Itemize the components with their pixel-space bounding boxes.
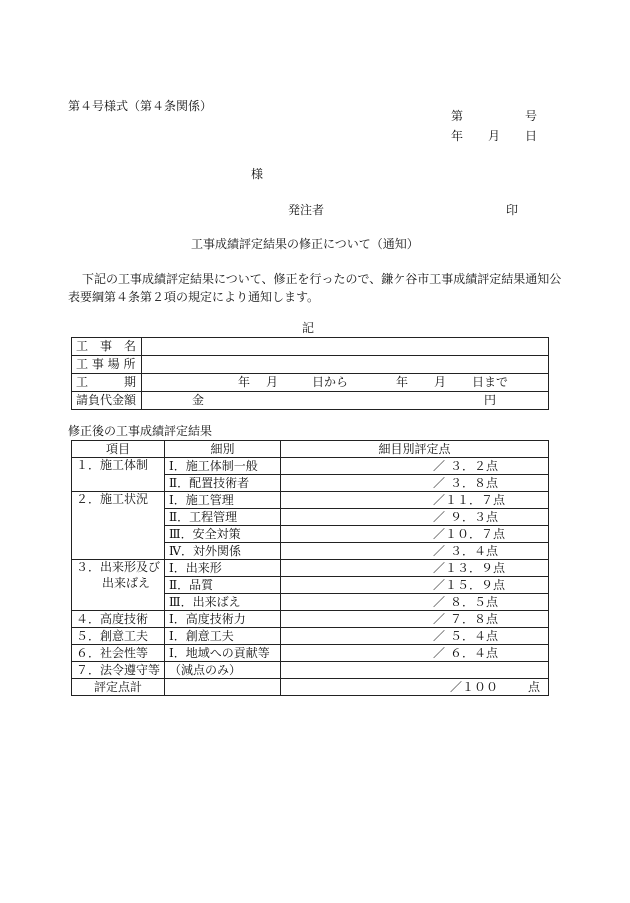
score-cell	[281, 645, 549, 662]
place-label: 工 事 場 所	[72, 356, 142, 374]
date-year: 年	[451, 129, 464, 143]
slash: ／	[433, 611, 446, 626]
info-table	[71, 337, 549, 410]
period-month-2: 月	[434, 375, 447, 389]
item-line-1: ３．出来形及び	[76, 560, 161, 574]
total-value: ／１００	[449, 679, 498, 694]
sub-cell: Ⅰ．施工体制一般	[165, 458, 281, 475]
item-cell: ７．法令遵守等	[72, 662, 165, 679]
score-cell	[281, 662, 549, 679]
table-row	[72, 662, 549, 679]
score-cell	[281, 526, 549, 543]
document-title: 工事成績評定結果の修正について（通知）	[191, 237, 419, 251]
table-row	[72, 628, 549, 645]
score-cell	[281, 628, 549, 645]
item-cell: ２．施工状況	[72, 492, 165, 560]
item-line-2: 出来ばえ	[102, 576, 151, 590]
result-caption: 修正後の工事成績評定結果	[68, 424, 213, 438]
slash: ／	[433, 543, 446, 558]
kin-label: 金	[192, 393, 205, 407]
slash: ／	[433, 492, 446, 507]
form-label: 第４号様式（第４条関係）	[68, 99, 213, 113]
amount-value	[142, 392, 549, 410]
table-row	[72, 356, 549, 374]
period-year-2: 年	[396, 375, 409, 389]
total-empty	[165, 679, 281, 696]
item-cell: ５．創意工夫	[72, 628, 165, 645]
score-value: １１．７点	[445, 492, 506, 507]
table-row	[72, 611, 549, 628]
slash: ／	[433, 526, 446, 541]
sub-cell: Ⅱ．配置技術者	[165, 475, 281, 492]
score-value: ３．２点	[449, 458, 498, 473]
total-label: 評定点計	[72, 679, 165, 696]
sub-cell: Ⅱ．品質	[165, 577, 281, 594]
result-table	[71, 440, 549, 696]
body-line-2: 表要綱第４条第２項の規定により通知します。	[68, 290, 320, 304]
header-sub: 細別	[165, 441, 281, 458]
score-cell	[281, 543, 549, 560]
sub-cell: Ⅰ．地域への貢献等	[165, 645, 281, 662]
sub-cell: Ⅲ．出来ばえ	[165, 594, 281, 611]
total-unit: 点	[527, 679, 540, 694]
table-row	[72, 392, 549, 410]
score-value: ６．４点	[449, 645, 498, 660]
slash: ／	[433, 509, 446, 524]
sub-cell: Ⅱ．工程管理	[165, 509, 281, 526]
period-from: 日から	[312, 375, 349, 389]
slash: ／	[433, 594, 446, 609]
sub-cell: Ⅰ．創意工夫	[165, 628, 281, 645]
item-cell: ６．社会性等	[72, 645, 165, 662]
table-row	[72, 645, 549, 662]
score-cell	[281, 509, 549, 526]
table-row	[72, 560, 549, 577]
item-cell	[72, 560, 165, 611]
slash: ／	[433, 475, 446, 490]
place-value	[142, 356, 549, 374]
table-row	[72, 374, 549, 392]
slash: ／	[433, 577, 446, 592]
score-cell	[281, 458, 549, 475]
slash: ／	[433, 458, 446, 473]
ki-heading: 記	[302, 321, 315, 335]
table-row	[72, 492, 549, 509]
period-month-1: 月	[266, 375, 279, 389]
amount-label: 請負代金額	[72, 392, 142, 410]
score-value: １５．９点	[445, 577, 506, 592]
score-cell	[281, 611, 549, 628]
sub-cell: （減点のみ）	[165, 662, 281, 679]
score-value: ７．８点	[449, 611, 498, 626]
orderer-label: 発注者	[288, 203, 325, 217]
table-row	[72, 338, 549, 356]
sub-cell: Ⅰ．高度技術力	[165, 611, 281, 628]
total-cell	[281, 679, 549, 696]
slash: ／	[433, 560, 446, 575]
header-item: 項目	[72, 441, 165, 458]
score-cell	[281, 492, 549, 509]
table-header-row	[72, 441, 549, 458]
table-row	[72, 458, 549, 475]
number-prefix: 第	[451, 109, 464, 123]
score-value: ３．８点	[449, 475, 498, 490]
period-year-1: 年	[238, 375, 251, 389]
score-value: １３．９点	[445, 560, 506, 575]
total-row	[72, 679, 549, 696]
score-value: ９．３点	[449, 509, 498, 524]
sub-cell: Ⅰ．施工管理	[165, 492, 281, 509]
period-to: 日まで	[472, 375, 509, 389]
score-cell	[281, 475, 549, 492]
body-line-1: 下記の工事成績評定結果について、修正を行ったので、鎌ケ谷市工事成績評定結果通知公	[82, 272, 562, 286]
slash: ／	[433, 628, 446, 643]
date-month: 月	[488, 129, 501, 143]
score-value: ５．４点	[449, 628, 498, 643]
score-value: ８．５点	[449, 594, 498, 609]
score-cell	[281, 594, 549, 611]
period-value	[142, 374, 549, 392]
sub-cell: Ⅲ．安全対策	[165, 526, 281, 543]
header-score: 細目別評定点	[281, 441, 549, 458]
yen-label: 円	[483, 393, 496, 407]
period-label: 工 期	[72, 374, 142, 392]
number-suffix: 号	[525, 109, 538, 123]
score-cell	[281, 577, 549, 594]
score-value: １０．７点	[445, 526, 506, 541]
sub-cell: Ⅰ．出来形	[165, 560, 281, 577]
item-cell: １．施工体制	[72, 458, 165, 492]
addressee-suffix: 様	[251, 167, 264, 181]
date-day: 日	[525, 129, 538, 143]
score-cell	[281, 560, 549, 577]
name-value	[142, 338, 549, 356]
sub-cell: Ⅳ．対外関係	[165, 543, 281, 560]
slash: ／	[433, 645, 446, 660]
item-cell: ４．高度技術	[72, 611, 165, 628]
seal-mark: 印	[506, 203, 519, 217]
score-value: ３．４点	[449, 543, 498, 558]
name-label: 工 事 名	[72, 338, 142, 356]
